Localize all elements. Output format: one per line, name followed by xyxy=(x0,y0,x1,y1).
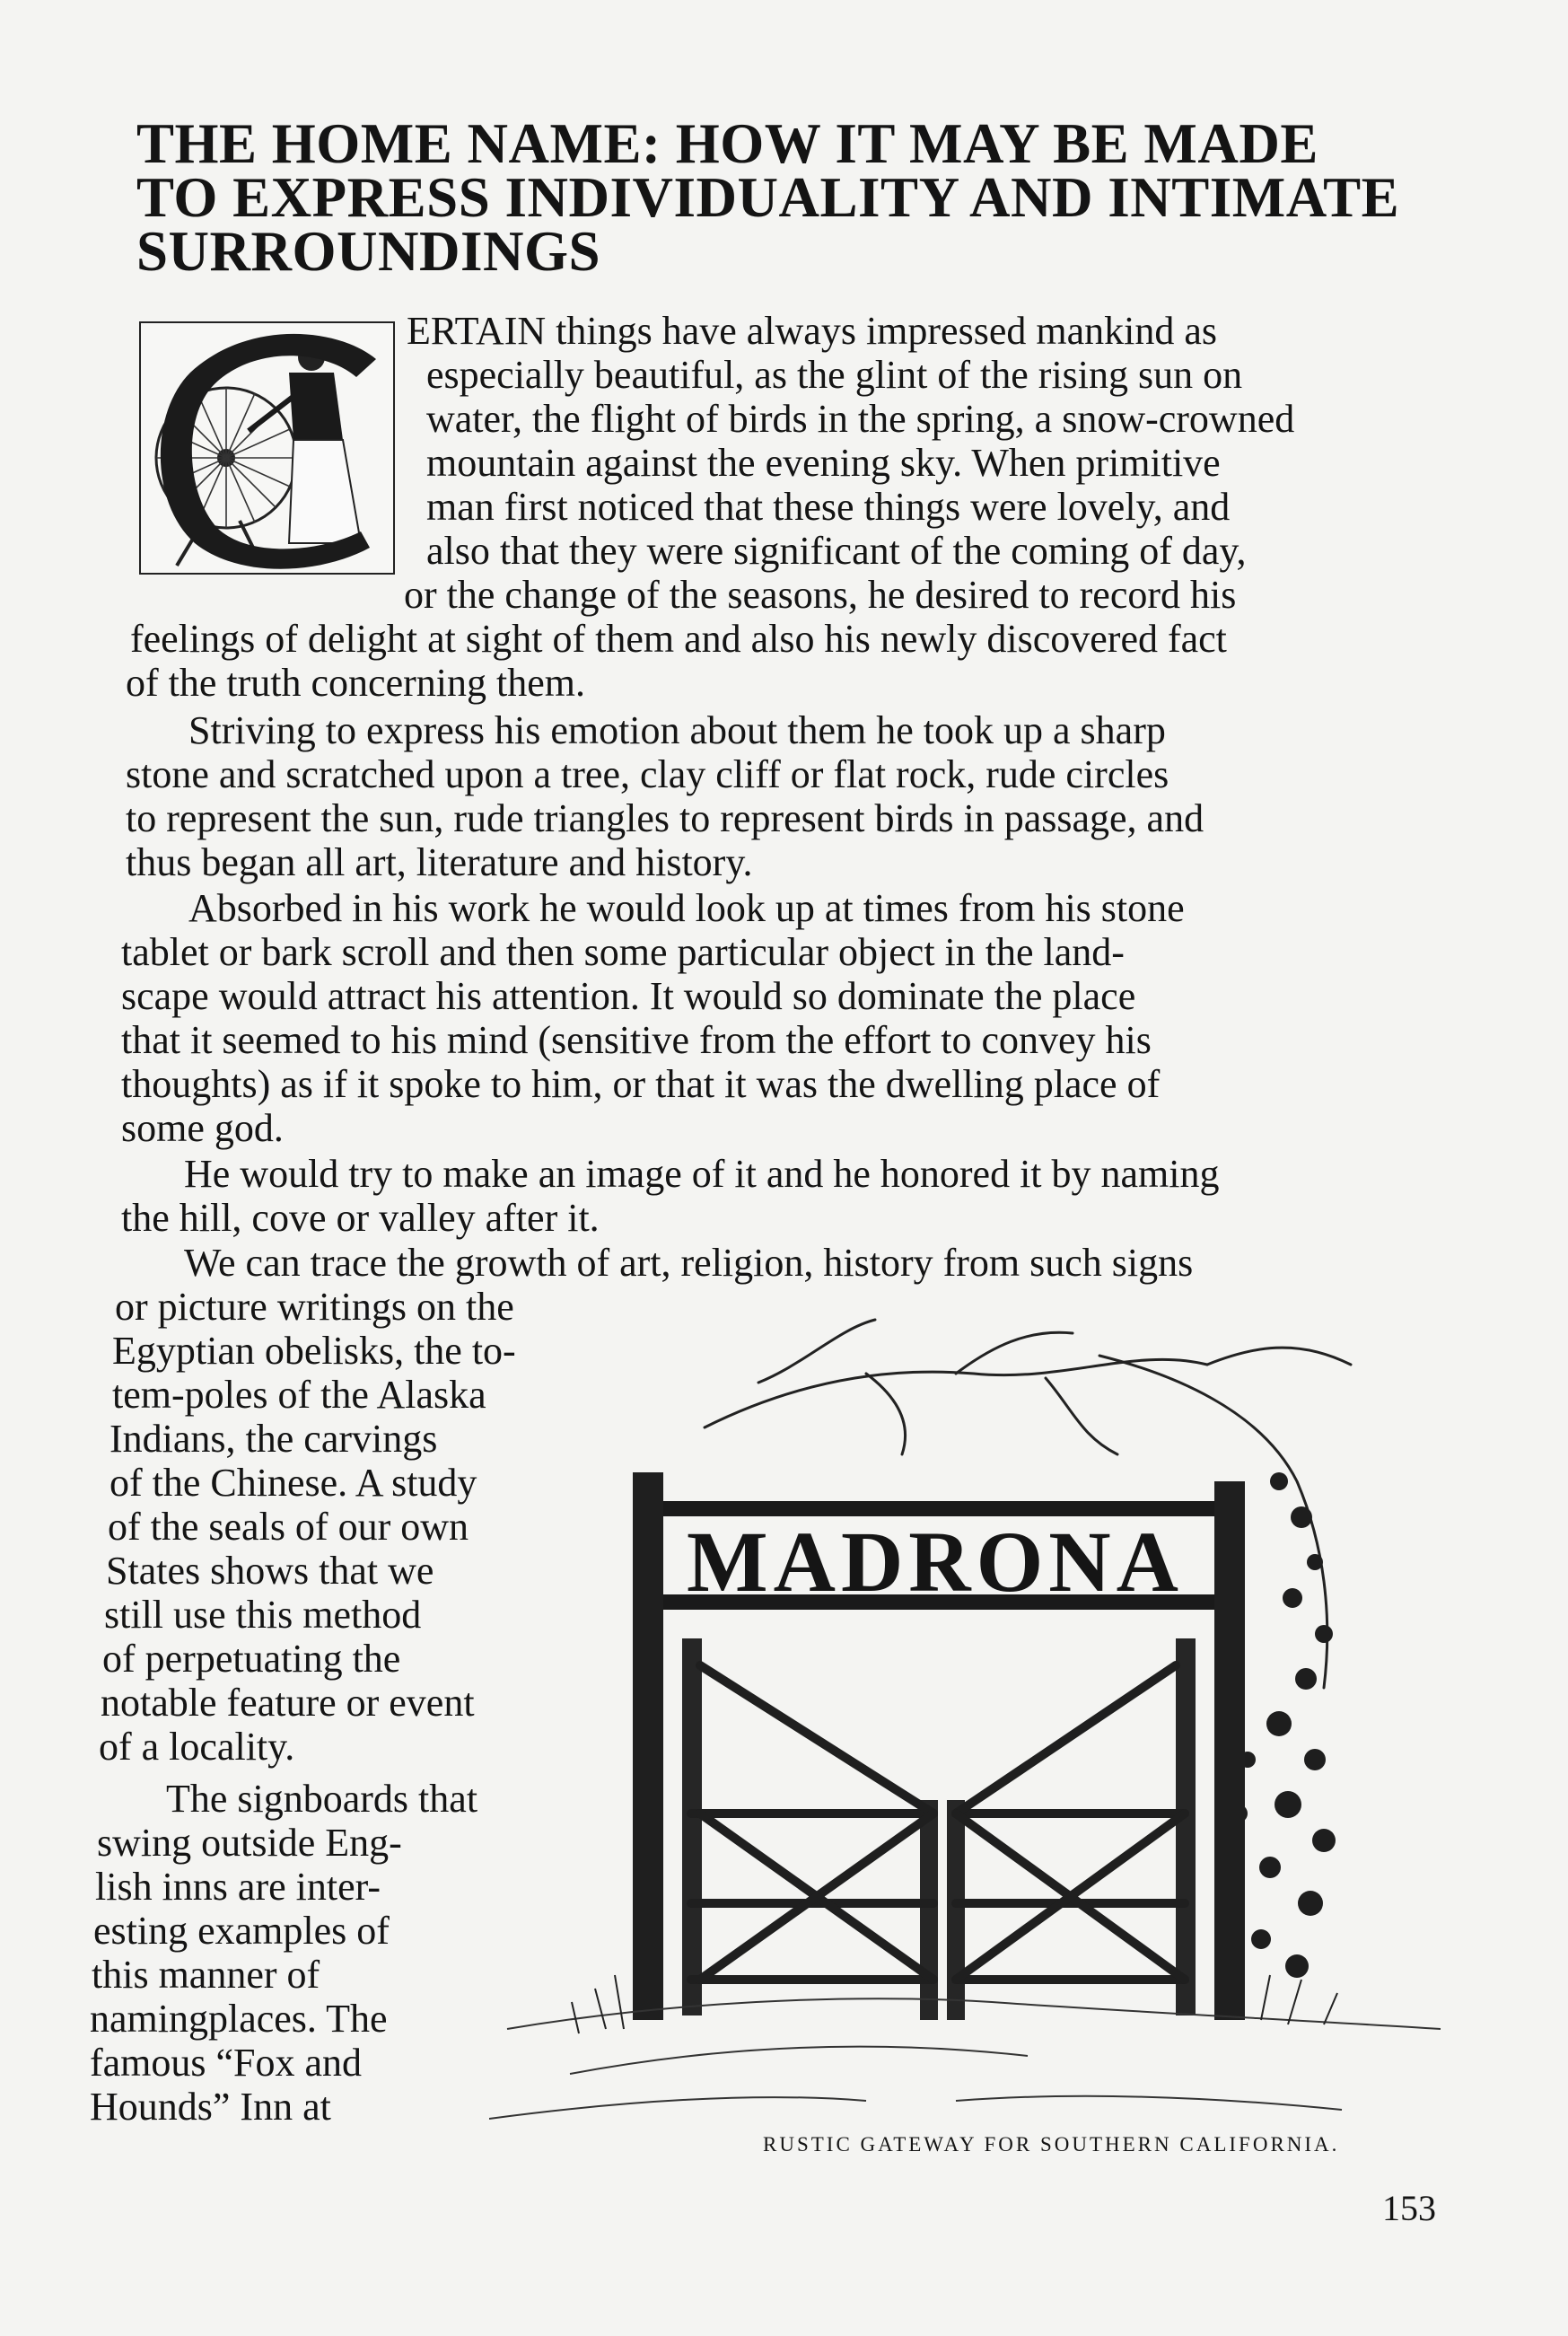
title-line: THE HOME NAME: HOW IT MAY BE MADE xyxy=(136,112,1318,175)
text-line: to represent the sun, rude triangles to represent birds in passage, and xyxy=(126,796,1204,840)
text-line: swing outside Eng- xyxy=(97,1821,402,1865)
text-line: famous “Fox and xyxy=(90,2041,363,2085)
text-line: States shows that we xyxy=(106,1549,434,1593)
text-line: feelings of delight at sight of them and also his newly discovered fact xyxy=(130,617,1227,661)
text-line: thus began all art, literature and history. xyxy=(126,840,753,884)
text-line: Indians, the carvings xyxy=(109,1417,438,1461)
spinning-wheel-illustration xyxy=(141,323,397,576)
article-title xyxy=(136,112,1501,283)
text-line: tablet or bark scroll and then some particular object in the land- xyxy=(121,930,1125,974)
gateway-illustration xyxy=(489,1311,1467,2137)
title-line: SURROUNDINGS xyxy=(136,220,601,283)
text-line: some god. xyxy=(121,1106,284,1150)
text-line: man first noticed that these things were lovely, and xyxy=(426,485,1231,529)
text-line: The signboards that xyxy=(166,1777,478,1821)
text-line: Striving to express his emotion about them he took up a sharp xyxy=(188,708,1166,752)
text-line: notable feature or event xyxy=(101,1681,475,1725)
text-line: still use this method xyxy=(104,1593,422,1637)
decorative-initial xyxy=(139,321,395,575)
text-line: Absorbed in his work he would look up at times from his stone xyxy=(188,886,1185,930)
illustration-caption: RUSTIC GATEWAY FOR SOUTHERN CALIFORNIA. xyxy=(763,2133,1340,2156)
text-line: that it seemed to his mind (sensitive from the effort to convey his xyxy=(121,1018,1152,1062)
text-line: tem-poles of the Alaska xyxy=(112,1373,486,1417)
text-line: thoughts) as if it spoke to him, or that it was the dwelling place of xyxy=(121,1062,1161,1106)
text-line: also that they were significant of the coming of day, xyxy=(426,529,1247,573)
text-line: scape would attract his attention. It would so dominate the place xyxy=(121,974,1136,1018)
rustic-gate-drawing xyxy=(489,1311,1467,2137)
text-line: especially beautiful, as the glint of the rising sun on xyxy=(426,353,1243,397)
text-line: We can trace the growth of art, religion, history from such signs xyxy=(184,1241,1194,1285)
text-line: of a locality. xyxy=(99,1725,295,1769)
text-line: He would try to make an image of it and he honored it by naming xyxy=(184,1152,1220,1196)
page-number: 153 xyxy=(1382,2188,1436,2228)
text-line: Hounds” Inn at xyxy=(90,2085,331,2129)
text-line: of the seals of our own xyxy=(108,1505,469,1549)
text-line: water, the flight of birds in the spring, a snow-crowned xyxy=(426,397,1295,441)
text-line: of perpetuating the xyxy=(102,1637,401,1681)
text-line: namingplaces. The xyxy=(90,1997,388,2041)
text-line: ERTAIN things have always impressed mankind as xyxy=(407,309,1217,353)
title-line: TO EXPRESS INDIVIDUALITY AND INTIMATE xyxy=(136,166,1400,229)
madrona-sign-text: MADRONA xyxy=(687,1514,1184,1610)
text-line: esting examples of xyxy=(93,1909,390,1953)
text-line: stone and scratched upon a tree, clay cliff or flat rock, rude circles xyxy=(126,752,1169,796)
text-line: of the Chinese. A study xyxy=(109,1461,477,1505)
text-line: mountain against the evening sky. When primitive xyxy=(426,441,1221,485)
text-line: Egyptian obelisks, the to- xyxy=(112,1329,516,1373)
text-line: or the change of the seasons, he desired to record his xyxy=(404,573,1237,617)
text-line: this manner of xyxy=(92,1953,320,1997)
text-line: the hill, cove or valley after it. xyxy=(121,1196,600,1240)
text-line: or picture writings on the xyxy=(115,1285,514,1329)
text-line: of the truth concerning them. xyxy=(126,661,585,705)
text-line: lish inns are inter- xyxy=(95,1865,381,1909)
